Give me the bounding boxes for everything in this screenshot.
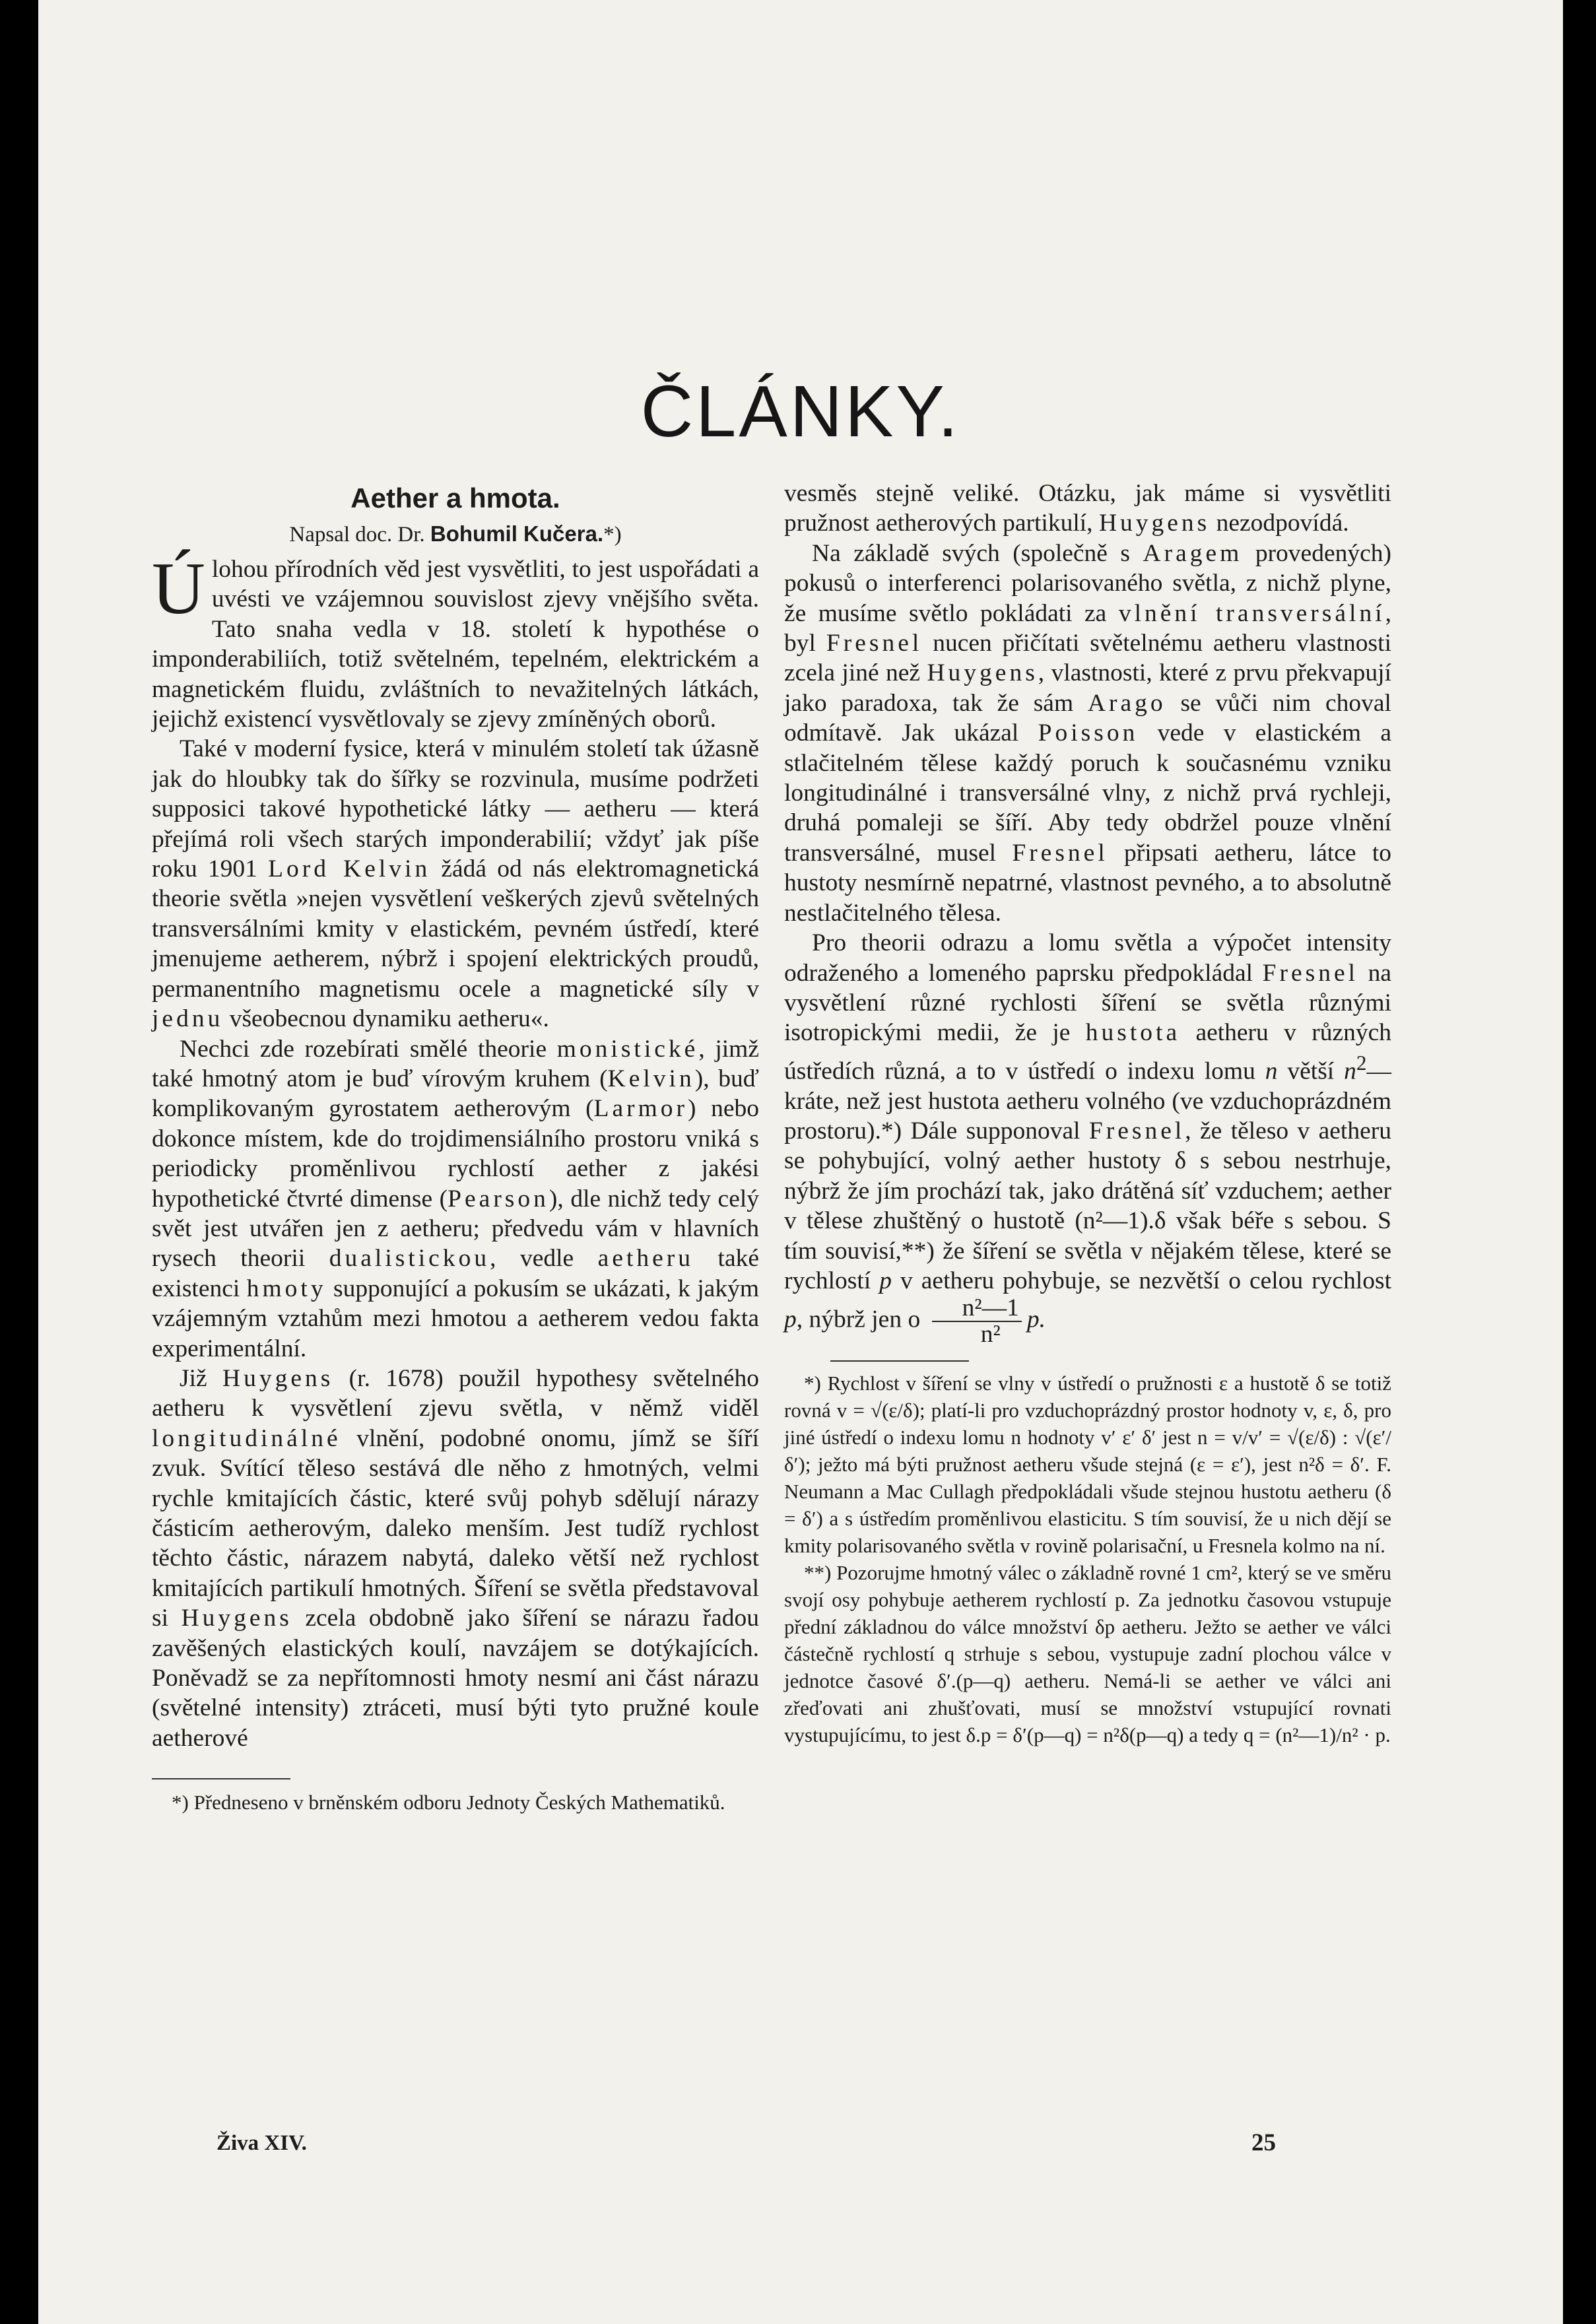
byline-footnote-mark: *) xyxy=(603,523,622,547)
byline xyxy=(152,518,759,550)
right-column xyxy=(784,479,1391,1748)
paragraph: Také v moderní fysice, která v minulém století tak úžasně jak do hloubky tak do šířky se rozvinula, musíme podržeti supposici takové hypothetické látky — aetheru — která přejímá roli všech starých imponderabilií; vždyť jak píše roku 1901 Lord Kelvin žádá od nás elektromagnetická theorie světla »nejen vysvětlení veškerých zjevů světelných transversálními kmity v elastickém, pevném ústředí, které jmenujeme aetherem, nýbrž i spojení elektrických proudů, permanentního magnetismu ocele a magnetické síly v jednu všeobecnou dynamiku aetheru«. xyxy=(152,735,759,1033)
paragraph: Pro theorii odrazu a lomu světla a výpočet intensity odraženého a lomeného paprsku předpokládal Fresnel na vysvětlení různé rychlosti šíření se světla různými isotropickými medii, že je hustota aetheru v různých ústředích různá, a to v ústředí o indexu lomu n větší $n^2—kráte$, než jest hustota aetheru volného (ve vzduchoprázdném prostoru).*) Dále supponoval Fresnel, že těleso v aetheru se pohybující, volný aether hustoty δ s sebou nestrhuje, nýbrž že jím prochází tak, jako drátěná síť vzduchem; aether v tělese zhuštěný o hustotě (n²—1).δ však béře s sebou. S tím souvisí,**) že šíření se světla v nějakém tělese, které se rychlostí p v aetheru pohybuje, se nezvětší o celou rychlost p, nýbrž jen o $\frac{\text{n²—1}}{\text{n²}}$ p. xyxy=(784,929,1392,1348)
footnotes xyxy=(784,1370,1391,1748)
paragraph: Na základě svých (společně s Aragem provedených) pokusů o interferenci polarisovaného světla, z nichž plyne, že musíme světlo pokládati za vlnění transversální, byl Fresnel nucen přičítati světelnému aetheru vlastnosti zcela jiné než Huygens, vlastnosti, které z prvu překvapují jako paradoxa, tak že sám Arago se vůči nim choval odmítavě. Jak ukázal Poisson vede v elastickém a stlačitelném tělese každý poruch k současnému vzniku longitudinálné i transversálné vlny, z nichž prvá rychleji, druhá pomaleji se šíří. Aby tedy obdržel pouze vlnění transversálné, musel Fresnel připsati aetheru, látce to hustoty nesmírně nepatrné, vlastnost pevného, a to absolutně nestlačitelného tělesa. xyxy=(784,539,1392,927)
page-number: 25 xyxy=(1251,2129,1276,2156)
fraction: $\frac{\text{n²—1}}{\text{n²}}$ xyxy=(932,1296,1022,1347)
footnote-2: **) Pozorujme hmotný válec o základně rovné 1 cm², který se ve směru svojí osy pohybuje aetherem rychlostí p. Za jednotku časovou vstupuje přední základnou do válce množství δp aetheru. Ježto se aether ve válci částečně rychlostí q strhuje s sebou, vystupuje zadní plochou válce v jednotce časové δ′.(p—q) aetheru. Nemá-li se aether ve válci ani zřeďovati ani zhušťovati, musí se množství vstupující rovnati vystupujícímu, to jest δ.p = δ′(p—q) = n²δ(p—q) a tedy q = (n²—1)/n² · p. xyxy=(784,1561,1391,1747)
article-title: Aether a hmota. xyxy=(350,482,560,514)
footnote-divider xyxy=(152,1778,290,1779)
paragraph xyxy=(152,548,759,734)
paragraph: vesměs stejně veliké. Otázku, jak máme si vysvětliti pružnost aetherových partikulí, Huygens nezodpovídá. xyxy=(784,480,1391,537)
footnote-1: *) Rychlost v šíření se vlny v ústředí o pružnosti ε a hustotě δ se totiž rovná v = √(ε/δ); platí-li pro vzduchoprázdný prostor hodnoty v, ε, δ, pro jiné ústředí o indexu lomu n hodnoty v′ ε′ δ′ jest n = v/v′ = √(ε/δ) : √(ε′/δ′); ježto má býti pružnost aetheru všude stejná (ε = ε′), jest n²δ = δ′. F. Neumann a Mac Cullagh předpokládali všude stejnou hustotu aetheru (δ = δ′) a s ústředím proměnlivou elasticitu. S tím souvisí, že u nich dějí se kmity polarisovaného světla v rovině polarisační, u Fresnela kolmo na ní. xyxy=(784,1372,1392,1558)
paragraph-text: lohou přírodních věd jest vysvětliti, to jest uspořádati a uvésti ve vzájemnou souvislost zjevy vnějšího světa. Tato snaha vedla v 18. století k hypothése o imponderabiliích, totiž světelném, tepelném, elektrickém a magnetickém fluidu, zvláštních to nevažitelných látkách, jejichž existencí vysvětlovaly se zjevy zmíněných oborů. xyxy=(152,556,759,733)
byline-prefix: Napsal doc. Dr. xyxy=(289,523,425,547)
drop-cap: Ú xyxy=(152,548,205,630)
name-kelvin: Lord Kelvin xyxy=(268,855,431,883)
paragraph: Již Huygens (r. 1678) použil hypothesy světelného aetheru k vysvětlení zjevu světla, v němž viděl longitudinálné vlnění, podobné onomu, jímž se šíří zvuk. Svítící těleso sestává dle něho z hmotných, velmi rychle kmitajících částic, které svůj pohyb sdělují nárazy částicím aetherovým, daleko menším. Jest tudíž rychlost těchto částic, nárazem nabytá, daleko větší než rychlost kmitajících partikulí hmotných. Šíření se světla představoval si Huygens zcela obdobně jako šíření se nárazu řadou zavěšených elastických koulí, navzájem se dotýkajících. Poněvadž se za nepřítomnosti hmoty nesmí ani část nárazu (světelné intensity) ztráceti, musí býti tyto pružné koule aetherové xyxy=(152,1364,759,1752)
left-column xyxy=(152,479,759,1816)
footnote-divider xyxy=(830,1360,969,1362)
journal-name: Živa XIV. xyxy=(216,2131,307,2155)
author-name: Bohumil Kučera. xyxy=(430,521,604,546)
section-title: ČLÁNKY. xyxy=(640,371,961,452)
paragraph: Nechci zde rozebírati smělé theorie monistické, jimž také hmotný atom je buď vírovým kruhem (Kelvin), buď komplikovaným gyrostatem aetherovým (Larmor) nebo dokonce místem, kde do trojdimensiálního prostoru vniká s periodicky proměnlivou rychlostí aether z jakési hypothetické čtvrté dimense (Pearson), dle nichž tedy celý svět jest utvářen jen z aetheru; předvedu vám v hlavních rysech theorii dualistickou, vedle aetheru také existenci hmoty supponující a pokusím se ukázati, k jakým vzájemným vztahům mezi hmotou a aetherem vedou fakta experimentální. xyxy=(152,1035,760,1362)
page xyxy=(38,0,1563,2324)
footnote: *) Předneseno v brněnském odboru Jednoty Českých Mathematiků. xyxy=(172,1791,725,1814)
